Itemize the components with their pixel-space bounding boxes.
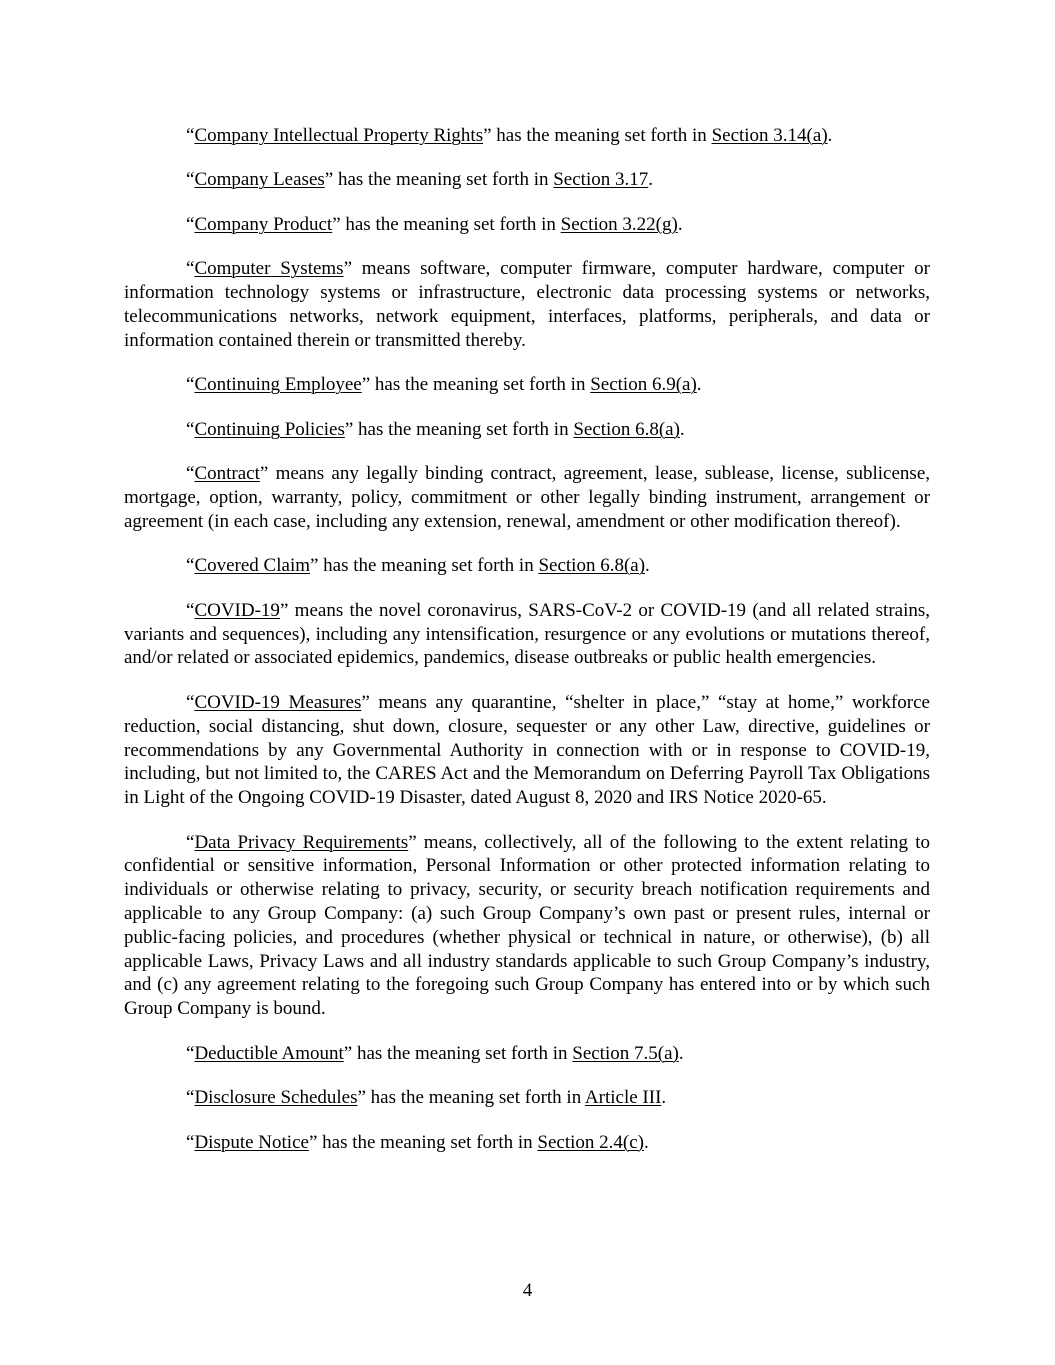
paragraph-text: “ bbox=[186, 831, 195, 853]
defined-term: Continuing Employee bbox=[194, 374, 362, 396]
paragraph-text: ” means software, computer firmware, computer hardware, computer or information technology systems or infrastructure, electronic data processing systems or networks, telecommunications networks, network equipment, interfaces, platforms, peripherals, and data or information contained therein or transmitted thereby. bbox=[124, 258, 930, 351]
cross-reference: Section 3.14(a) bbox=[711, 125, 828, 146]
paragraph-text: “ bbox=[186, 555, 195, 577]
definition-paragraph bbox=[124, 1131, 930, 1155]
paragraph-text: . bbox=[661, 1087, 667, 1109]
paragraph-text: ” has the meaning set forth in bbox=[310, 555, 539, 577]
paragraph-text: ” has the meaning set forth in bbox=[483, 125, 712, 146]
definition-paragraph bbox=[124, 554, 930, 578]
page-number: 4 bbox=[522, 1280, 533, 1301]
cross-reference: Section 6.8(a) bbox=[538, 555, 646, 577]
paragraph-text: . bbox=[678, 1042, 684, 1064]
definition-paragraph bbox=[124, 168, 930, 192]
paragraph-text: . bbox=[645, 555, 650, 577]
paragraph-text: ” has the meaning set forth in bbox=[324, 169, 554, 191]
paragraph-text: ” has the meaning set forth in bbox=[308, 1131, 538, 1153]
definition-paragraph bbox=[124, 124, 930, 148]
defined-term: Continuing Policies bbox=[194, 418, 345, 440]
definition-paragraph bbox=[124, 1086, 930, 1110]
definition-paragraph bbox=[124, 1042, 930, 1066]
paragraph-text: “ bbox=[186, 1131, 195, 1153]
cross-reference: Section 6.9(a) bbox=[590, 374, 697, 396]
defined-term: Disclosure Schedules bbox=[194, 1087, 358, 1109]
defined-term: Contract bbox=[194, 463, 260, 485]
paragraph-text: “ bbox=[186, 213, 195, 235]
paragraph-text: “ bbox=[186, 1087, 195, 1109]
paragraph-text: “ bbox=[186, 169, 195, 191]
cross-reference: Section 6.8(a) bbox=[573, 418, 680, 440]
paragraph-text: “ bbox=[186, 463, 195, 485]
paragraph-text: ” means the novel coronavirus, SARS-CoV-2 or COVID-19 (and all related strains, variants and sequences), including any intensification, resurgence or any evolutions or mutations thereof, and/or related or associated epidemics, pandemics, disease outbreaks or public health emergencies. bbox=[124, 599, 930, 669]
definition-paragraph bbox=[124, 831, 930, 1021]
paragraph-text: ” means any quarantine, “shelter in place,” “stay at home,” workforce reduction, social distancing, shut down, closure, sequester or any other Law, directive, guidelines or recommendations by any Governmental Authority in connection with or in response to COVID-19, including, but not limited to, the CARES Act and the Memorandum on Deferring Payroll Tax Obligations in Light of the Ongoing COVID-19 Disaster, dated August 8, 2020 and IRS Notice 2020-65. bbox=[124, 691, 930, 809]
definition-paragraph bbox=[124, 599, 930, 670]
definition-paragraph bbox=[124, 691, 930, 810]
paragraph-text: . bbox=[696, 374, 702, 396]
paragraph-text: . bbox=[648, 169, 653, 191]
defined-term: COVID-19 bbox=[194, 599, 280, 621]
paragraph-text: “ bbox=[186, 599, 195, 621]
defined-term: Data Privacy Requirements bbox=[194, 831, 409, 853]
definition-paragraph bbox=[124, 373, 930, 397]
paragraph-text: ” has the meaning set forth in bbox=[343, 1042, 573, 1064]
paragraph-text: “ bbox=[186, 374, 195, 396]
paragraph-text: ” has the meaning set forth in bbox=[357, 1087, 585, 1109]
cross-reference: Section 3.17 bbox=[553, 169, 649, 191]
cross-reference: Article III bbox=[584, 1087, 662, 1109]
cross-reference: Section 2.4(c) bbox=[537, 1131, 644, 1153]
defined-term: Covered Claim bbox=[194, 555, 310, 577]
paragraph-text: . bbox=[644, 1131, 649, 1153]
paragraph-text: ” has the meaning set forth in bbox=[361, 374, 591, 396]
paragraph-text: “ bbox=[186, 691, 195, 713]
paragraph-text: ” has the meaning set forth in bbox=[344, 418, 574, 440]
paragraph-text: . bbox=[677, 213, 683, 235]
definition-paragraph bbox=[124, 462, 930, 533]
cross-reference: Section 3.22(g) bbox=[560, 213, 678, 235]
defined-term: COVID-19 Measures bbox=[194, 691, 362, 713]
defined-term: Computer Systems bbox=[194, 258, 344, 280]
definition-paragraph bbox=[124, 418, 930, 442]
defined-term: Company Intellectual Property Rights bbox=[194, 125, 484, 146]
definition-paragraph bbox=[124, 257, 930, 352]
defined-term: Deductible Amount bbox=[194, 1042, 344, 1064]
document-page bbox=[124, 124, 930, 1175]
cross-reference: Section 7.5(a) bbox=[572, 1042, 679, 1064]
paragraph-text: “ bbox=[186, 1042, 195, 1064]
paragraph-text: ” means, collectively, all of the following to the extent relating to confidential or sensitive information, Personal Information or other protected information relating to individuals or otherwise relating to privacy, security, or security breach notification requirements and applicable to any Group Company: (a) such Group Company’s own past or present rules, internal or public-facing policies, and procedures (whether physical or technical in nature, or otherwise), (b) all applicable Laws, Privacy Laws and all industry standards applicable to such Group Company’s industry, and (c) any agreement relating to the foregoing such Group Company has entered into or by which such Group Company is bound. bbox=[124, 831, 930, 1020]
defined-term: Dispute Notice bbox=[194, 1131, 309, 1153]
paragraph-text: “ bbox=[186, 418, 195, 440]
paragraph-text: “ bbox=[186, 258, 195, 280]
paragraph-text: ” means any legally binding contract, agreement, lease, sublease, license, sublicense, mortgage, option, warranty, policy, commitment or other legally binding instrument, arrangement or agreement (in each case, including any extension, renewal, amendment or other modification thereof). bbox=[124, 463, 930, 532]
paragraph-text: “ bbox=[186, 125, 195, 146]
defined-term: Company Leases bbox=[194, 169, 325, 191]
paragraph-text: . bbox=[679, 418, 685, 440]
paragraph-text: ” has the meaning set forth in bbox=[332, 213, 561, 235]
paragraph-text: . bbox=[827, 125, 833, 146]
definition-paragraph bbox=[124, 213, 930, 237]
defined-term: Company Product bbox=[194, 213, 333, 235]
